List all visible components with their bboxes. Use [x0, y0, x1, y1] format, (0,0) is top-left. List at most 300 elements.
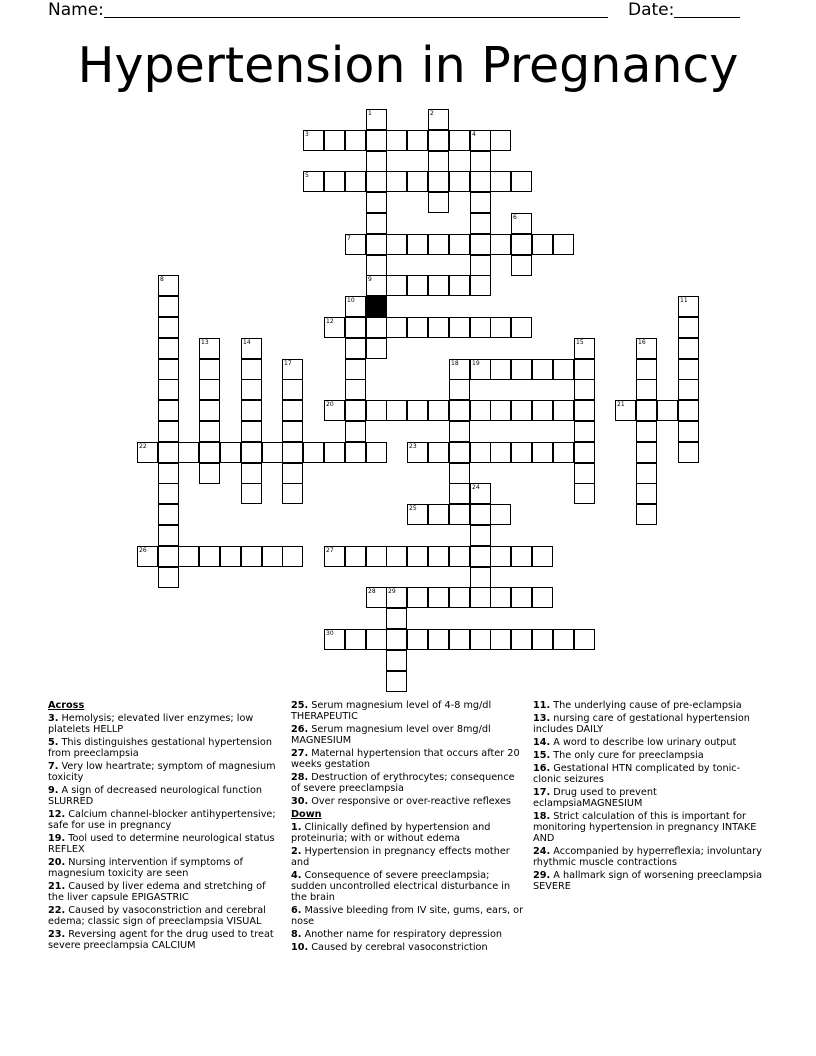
crossword-cell[interactable] — [220, 442, 241, 463]
clue-number-label: 23. — [48, 929, 66, 940]
clue-number: 22 — [139, 443, 147, 450]
crossword-cell[interactable] — [241, 483, 262, 504]
crossword-cell[interactable] — [449, 400, 470, 421]
crossword-cell[interactable] — [428, 442, 449, 463]
crossword-cell[interactable] — [532, 629, 553, 650]
crossword-cell[interactable] — [553, 359, 574, 380]
crossword-cell[interactable] — [532, 359, 553, 380]
crossword-cell[interactable] — [574, 421, 595, 442]
crossword-cell[interactable] — [345, 234, 366, 255]
crossword-cell[interactable] — [470, 504, 491, 525]
crossword-cell[interactable] — [199, 421, 220, 442]
crossword-cell[interactable] — [386, 400, 407, 421]
crossword-cell[interactable] — [449, 587, 470, 608]
crossword-cell[interactable] — [158, 504, 179, 525]
crossword-cell[interactable] — [470, 234, 491, 255]
crossword-cell[interactable] — [636, 421, 657, 442]
clue-text: Accompanied by hyperreflexia; involuntary rhythmic muscle contractions — [533, 846, 762, 868]
clue-text: This distinguishes gestational hypertension from preeclampsia — [48, 737, 272, 759]
crossword-cell[interactable] — [345, 171, 366, 192]
crossword-cell[interactable] — [345, 130, 366, 151]
clue-text: Caused by cerebral vasoconstriction — [308, 942, 488, 953]
crossword-cell[interactable] — [490, 546, 511, 567]
crossword-cell[interactable] — [449, 275, 470, 296]
crossword-cell[interactable] — [282, 359, 303, 380]
crossword-cell[interactable] — [366, 629, 387, 650]
crossword-cell[interactable] — [511, 213, 532, 234]
crossword-cell[interactable] — [470, 546, 491, 567]
crossword-cell[interactable] — [490, 359, 511, 380]
clue-text: The underlying cause of pre-eclampsia — [550, 700, 742, 711]
crossword-cell[interactable] — [428, 504, 449, 525]
crossword-cell[interactable] — [158, 442, 179, 463]
clue-text: Hypertension in pregnancy effects mother and — [291, 846, 510, 868]
crossword-cell[interactable] — [366, 234, 387, 255]
crossword-cell[interactable] — [449, 317, 470, 338]
crossword-cell[interactable] — [407, 400, 428, 421]
crossword-cell[interactable] — [220, 546, 241, 567]
crossword-cell[interactable] — [449, 504, 470, 525]
crossword-cell[interactable] — [428, 629, 449, 650]
crossword-cell[interactable] — [428, 587, 449, 608]
crossword-cell[interactable] — [490, 171, 511, 192]
crossword-cell[interactable] — [366, 546, 387, 567]
crossword-cell[interactable] — [511, 587, 532, 608]
crossword-cell[interactable] — [636, 442, 657, 463]
crossword-cell[interactable] — [490, 504, 511, 525]
crossword-cell[interactable] — [636, 400, 657, 421]
clue-number-label: 12. — [48, 809, 66, 820]
crossword-cell[interactable] — [386, 587, 407, 608]
clue-number-label: 30. — [291, 796, 309, 807]
clue-text: Consequence of severe preeclampsia; sudden uncontrolled electrical disturbance in the brain — [291, 870, 511, 903]
clue-number: 2 — [430, 110, 434, 117]
clue-number: 24 — [472, 484, 480, 491]
crossword-cell[interactable] — [511, 442, 532, 463]
crossword-cell[interactable] — [407, 275, 428, 296]
clue-number-label: 15. — [533, 750, 551, 761]
crossword-cell[interactable] — [303, 171, 324, 192]
crossword-cell[interactable] — [678, 442, 699, 463]
crossword-cell[interactable] — [158, 463, 179, 484]
clue-number: 11 — [680, 297, 688, 304]
crossword-cell[interactable] — [615, 400, 636, 421]
clue-number-label: 19. — [48, 833, 66, 844]
clue-number-label: 21. — [48, 881, 66, 892]
crossword-cell[interactable] — [199, 546, 220, 567]
date-label: Date: — [628, 0, 675, 20]
crossword-cell[interactable] — [407, 629, 428, 650]
crossword-cell[interactable] — [511, 546, 532, 567]
crossword-cell[interactable] — [345, 421, 366, 442]
crossword-cell[interactable] — [199, 338, 220, 359]
clue-text: A sign of decreased neurological function SLURRED — [48, 785, 263, 807]
crossword-cell[interactable] — [449, 171, 470, 192]
crossword-cell[interactable] — [199, 463, 220, 484]
crossword-cell[interactable] — [262, 442, 283, 463]
crossword-cell[interactable] — [241, 463, 262, 484]
crossword-cell[interactable] — [158, 421, 179, 442]
clue-item — [48, 857, 283, 879]
clues-column-3 — [533, 700, 768, 894]
crossword-cell[interactable] — [678, 400, 699, 421]
crossword-cell[interactable] — [366, 400, 387, 421]
crossword-cell[interactable] — [511, 400, 532, 421]
crossword-cell[interactable] — [449, 463, 470, 484]
crossword-cell[interactable] — [199, 400, 220, 421]
crossword-cell[interactable] — [470, 567, 491, 588]
clue-number-label: 18. — [533, 811, 551, 822]
crossword-cell[interactable] — [511, 255, 532, 276]
crossword-cell[interactable] — [511, 234, 532, 255]
crossword-cell[interactable] — [428, 317, 449, 338]
crossword-cell[interactable] — [553, 629, 574, 650]
crossword-cell[interactable] — [470, 442, 491, 463]
crossword-cell[interactable] — [241, 421, 262, 442]
crossword-cell[interactable] — [386, 275, 407, 296]
clue-number: 7 — [347, 235, 351, 242]
crossword-cell[interactable] — [282, 379, 303, 400]
clue-text: The only cure for preeclampsia — [550, 750, 704, 761]
crossword-cell[interactable] — [241, 359, 262, 380]
crossword-cell[interactable] — [386, 608, 407, 629]
clue-number-label: 27. — [291, 748, 309, 759]
crossword-cell[interactable] — [407, 171, 428, 192]
crossword-cell[interactable] — [553, 234, 574, 255]
clue-item — [291, 700, 526, 722]
clue-text: nursing care of gestational hypertension includes DAILY — [533, 713, 750, 735]
crossword-cell[interactable] — [490, 317, 511, 338]
crossword-cell[interactable] — [574, 359, 595, 380]
crossword-cell[interactable] — [324, 629, 345, 650]
clue-number-label: 1. — [291, 822, 302, 833]
crossword-cell[interactable] — [241, 546, 262, 567]
crossword-cell[interactable] — [366, 587, 387, 608]
clue-item — [533, 846, 768, 868]
crossword-cell[interactable] — [241, 379, 262, 400]
crossword-cell[interactable] — [574, 483, 595, 504]
crossword-cell[interactable] — [366, 130, 387, 151]
crossword-cell[interactable] — [657, 400, 678, 421]
crossword-cell[interactable] — [636, 463, 657, 484]
crossword-cell[interactable] — [345, 442, 366, 463]
clue-number-label: 6. — [291, 905, 302, 916]
crossword-cell[interactable] — [178, 546, 199, 567]
crossword-cell[interactable] — [345, 400, 366, 421]
crossword-cell[interactable] — [366, 317, 387, 338]
crossword-cell[interactable] — [386, 650, 407, 671]
page-title: Hypertension in Pregnancy — [77, 37, 739, 94]
clue-number-label: 24. — [533, 846, 551, 857]
crossword-cell[interactable] — [553, 442, 574, 463]
crossword-cell[interactable] — [158, 525, 179, 546]
crossword-cell[interactable] — [470, 151, 491, 172]
crossword-cell[interactable] — [470, 587, 491, 608]
clue-text: A word to describe low urinary output — [550, 737, 737, 748]
crossword-cell[interactable] — [345, 379, 366, 400]
crossword-cell[interactable] — [449, 442, 470, 463]
crossword-cell[interactable] — [241, 338, 262, 359]
crossword-cell[interactable] — [324, 317, 345, 338]
crossword-cell[interactable] — [511, 629, 532, 650]
clue-text: Clinically defined by hypertension and proteinuria; with or without edema — [291, 822, 491, 844]
crossword-cell[interactable] — [407, 130, 428, 151]
crossword-cell[interactable] — [428, 171, 449, 192]
clue-item — [48, 785, 283, 807]
crossword-cell[interactable] — [345, 629, 366, 650]
clue-text: Serum magnesium level of 4-8 mg/dl THERAPEUTIC — [291, 700, 492, 722]
crossword-cell[interactable] — [490, 442, 511, 463]
crossword-cell[interactable] — [407, 317, 428, 338]
crossword-cell[interactable] — [366, 255, 387, 276]
crossword-cell[interactable] — [282, 483, 303, 504]
crossword-cell[interactable] — [158, 483, 179, 504]
crossword-cell[interactable] — [574, 379, 595, 400]
crossword-cell[interactable] — [407, 546, 428, 567]
crossword-cell[interactable] — [241, 400, 262, 421]
crossword-cell[interactable] — [428, 400, 449, 421]
crossword-cell[interactable] — [366, 151, 387, 172]
crossword-cell[interactable] — [449, 483, 470, 504]
clue-item — [291, 772, 526, 794]
crossword-cell[interactable] — [470, 483, 491, 504]
crossword-cell[interactable] — [137, 546, 158, 567]
crossword-cell[interactable] — [428, 234, 449, 255]
crossword-cell[interactable] — [158, 317, 179, 338]
crossword-cell[interactable] — [449, 359, 470, 380]
crossword-cell[interactable] — [303, 442, 324, 463]
clue-item — [533, 700, 768, 711]
crossword-cell[interactable] — [636, 338, 657, 359]
crossword-cell[interactable] — [366, 171, 387, 192]
clue-text: Massive bleeding from IV site, gums, ears, or nose — [291, 905, 524, 927]
crossword-cell[interactable] — [345, 546, 366, 567]
crossword-cell[interactable] — [241, 442, 262, 463]
crossword-cell[interactable] — [449, 130, 470, 151]
crossword-cell[interactable] — [324, 400, 345, 421]
crossword-cell[interactable] — [137, 442, 158, 463]
crossword-cell[interactable] — [449, 234, 470, 255]
clue-item — [48, 761, 283, 783]
crossword-cell[interactable] — [345, 338, 366, 359]
crossword-cell[interactable] — [324, 546, 345, 567]
crossword-cell[interactable] — [511, 171, 532, 192]
crossword-cell[interactable] — [428, 546, 449, 567]
crossword-cell[interactable] — [324, 171, 345, 192]
crossword-cell[interactable] — [636, 359, 657, 380]
clue-number: 19 — [472, 360, 480, 367]
clue-number: 15 — [576, 339, 584, 346]
crossword-cell[interactable] — [470, 400, 491, 421]
crossword-cell[interactable] — [470, 192, 491, 213]
clue-item — [533, 737, 768, 748]
crossword-cell[interactable] — [470, 629, 491, 650]
crossword-cell[interactable] — [574, 442, 595, 463]
crossword-cell[interactable] — [490, 587, 511, 608]
crossword-cell[interactable] — [324, 442, 345, 463]
clue-number-label: 2. — [291, 846, 302, 857]
crossword-cell[interactable] — [636, 379, 657, 400]
clue-number: 25 — [409, 505, 417, 512]
clue-text: Another name for respiratory depression — [301, 929, 503, 940]
clue-number: 28 — [368, 588, 376, 595]
crossword-cell[interactable] — [428, 151, 449, 172]
crossword-cell[interactable] — [574, 629, 595, 650]
crossword-cell[interactable] — [532, 442, 553, 463]
crossword-cell[interactable] — [303, 130, 324, 151]
crossword-cell[interactable] — [636, 483, 657, 504]
crossword-cell[interactable] — [470, 171, 491, 192]
crossword-cell[interactable] — [678, 359, 699, 380]
black-square — [366, 296, 387, 317]
crossword-cell[interactable] — [158, 400, 179, 421]
crossword-cell[interactable] — [386, 629, 407, 650]
crossword-cell[interactable] — [428, 275, 449, 296]
crossword-cell[interactable] — [386, 234, 407, 255]
crossword-cell[interactable] — [158, 338, 179, 359]
crossword-cell[interactable] — [366, 213, 387, 234]
crossword-cell[interactable] — [386, 671, 407, 692]
clue-item — [48, 737, 283, 759]
clue-item — [291, 870, 526, 903]
crossword-cell[interactable] — [407, 504, 428, 525]
crossword-cell[interactable] — [407, 442, 428, 463]
crossword-cell[interactable] — [470, 255, 491, 276]
crossword-cell[interactable] — [532, 400, 553, 421]
crossword-cell[interactable] — [282, 421, 303, 442]
crossword-cell[interactable] — [386, 171, 407, 192]
crossword-cell[interactable] — [366, 442, 387, 463]
crossword-cell[interactable] — [158, 546, 179, 567]
clue-item — [291, 846, 526, 868]
crossword-cell[interactable] — [158, 296, 179, 317]
clue-item — [48, 881, 283, 903]
clue-item — [533, 787, 768, 809]
crossword-cell[interactable] — [158, 275, 179, 296]
crossword-cell[interactable] — [449, 379, 470, 400]
clue-text: Calcium channel-blocker antihypertensive; safe for use in pregnancy — [48, 809, 276, 831]
crossword-cell[interactable] — [678, 296, 699, 317]
crossword-cell[interactable] — [574, 400, 595, 421]
crossword-cell[interactable] — [490, 130, 511, 151]
crossword-cell[interactable] — [407, 587, 428, 608]
crossword-cell[interactable] — [574, 463, 595, 484]
clue-number-label: 16. — [533, 763, 551, 774]
clue-number: 30 — [326, 630, 334, 637]
crossword-cell[interactable] — [636, 504, 657, 525]
clue-number-label: 22. — [48, 905, 66, 916]
clue-text: Nursing intervention if symptoms of magnesium toxicity are seen — [48, 857, 243, 879]
crossword-cell[interactable] — [428, 192, 449, 213]
clue-number-label: 8. — [291, 929, 302, 940]
crossword-cell[interactable] — [366, 192, 387, 213]
crossword-cell[interactable] — [470, 275, 491, 296]
clue-item — [291, 724, 526, 746]
crossword-cell[interactable] — [158, 359, 179, 380]
crossword-cell[interactable] — [282, 400, 303, 421]
crossword-cell[interactable] — [470, 525, 491, 546]
crossword-cell[interactable] — [282, 463, 303, 484]
crossword-cell[interactable] — [490, 629, 511, 650]
crossword-cell[interactable] — [345, 359, 366, 380]
crossword-cell[interactable] — [678, 338, 699, 359]
crossword-cell[interactable] — [366, 275, 387, 296]
crossword-cell[interactable] — [282, 442, 303, 463]
crossword-cell[interactable] — [678, 317, 699, 338]
crossword-cell[interactable] — [678, 421, 699, 442]
crossword-cell[interactable] — [366, 338, 387, 359]
crossword-cell[interactable] — [490, 400, 511, 421]
crossword-cell[interactable] — [386, 130, 407, 151]
crossword-cell[interactable] — [470, 130, 491, 151]
crossword-cell[interactable] — [199, 379, 220, 400]
crossword-cell[interactable] — [553, 400, 574, 421]
clue-number-label: 10. — [291, 942, 309, 953]
crossword-cell[interactable] — [449, 421, 470, 442]
crossword-cell[interactable] — [428, 109, 449, 130]
crossword-cell[interactable] — [282, 546, 303, 567]
crossword-cell[interactable] — [366, 109, 387, 130]
clue-item — [533, 713, 768, 735]
crossword-cell[interactable] — [407, 234, 428, 255]
clue-number-label: 26. — [291, 724, 309, 735]
clue-number-label: 11. — [533, 700, 551, 711]
crossword-cell[interactable] — [532, 546, 553, 567]
clue-text: Serum magnesium level over 8mg/dl MAGNESIUM — [291, 724, 491, 746]
crossword-cell[interactable] — [345, 317, 366, 338]
clue-number: 8 — [160, 276, 164, 283]
crossword-cell[interactable] — [345, 296, 366, 317]
crossword-cell[interactable] — [574, 338, 595, 359]
crossword-cell[interactable] — [324, 130, 345, 151]
clue-number: 17 — [284, 360, 292, 367]
clue-number-label: 17. — [533, 787, 551, 798]
crossword-cell[interactable] — [449, 629, 470, 650]
crossword-cell[interactable] — [511, 359, 532, 380]
clue-number-label: 20. — [48, 857, 66, 868]
crossword-cell[interactable] — [386, 317, 407, 338]
clue-text: A hallmark sign of worsening preeclampsia SEVERE — [533, 870, 763, 892]
clue-number-label: 13. — [533, 713, 551, 724]
crossword-cell[interactable] — [449, 546, 470, 567]
crossword-cell[interactable] — [470, 213, 491, 234]
crossword-cell[interactable] — [428, 130, 449, 151]
crossword-cell[interactable] — [511, 317, 532, 338]
crossword-cell[interactable] — [532, 234, 553, 255]
clues-column-1 — [48, 700, 283, 953]
crossword-cell[interactable] — [158, 567, 179, 588]
clue-item — [291, 748, 526, 770]
clue-number: 13 — [201, 339, 209, 346]
clue-text: Destruction of erythrocytes; consequence of severe preeclampsia — [291, 772, 515, 794]
crossword-cell[interactable] — [158, 379, 179, 400]
crossword-cell[interactable] — [470, 359, 491, 380]
crossword-cell[interactable] — [490, 234, 511, 255]
crossword-cell[interactable] — [199, 442, 220, 463]
clue-item — [533, 763, 768, 785]
clue-text: Caused by liver edema and stretching of the liver capsule EPIGASTRIC — [48, 881, 266, 903]
crossword-cell[interactable] — [532, 587, 553, 608]
crossword-cell[interactable] — [178, 442, 199, 463]
crossword-cell[interactable] — [470, 317, 491, 338]
crossword-cell[interactable] — [199, 359, 220, 380]
crossword-cell[interactable] — [678, 379, 699, 400]
crossword-cell[interactable] — [262, 546, 283, 567]
clue-text: Over responsive or over-reactive reflexes — [308, 796, 511, 807]
clue-item — [48, 929, 283, 951]
crossword-cell[interactable] — [386, 546, 407, 567]
clue-number: 20 — [326, 401, 334, 408]
